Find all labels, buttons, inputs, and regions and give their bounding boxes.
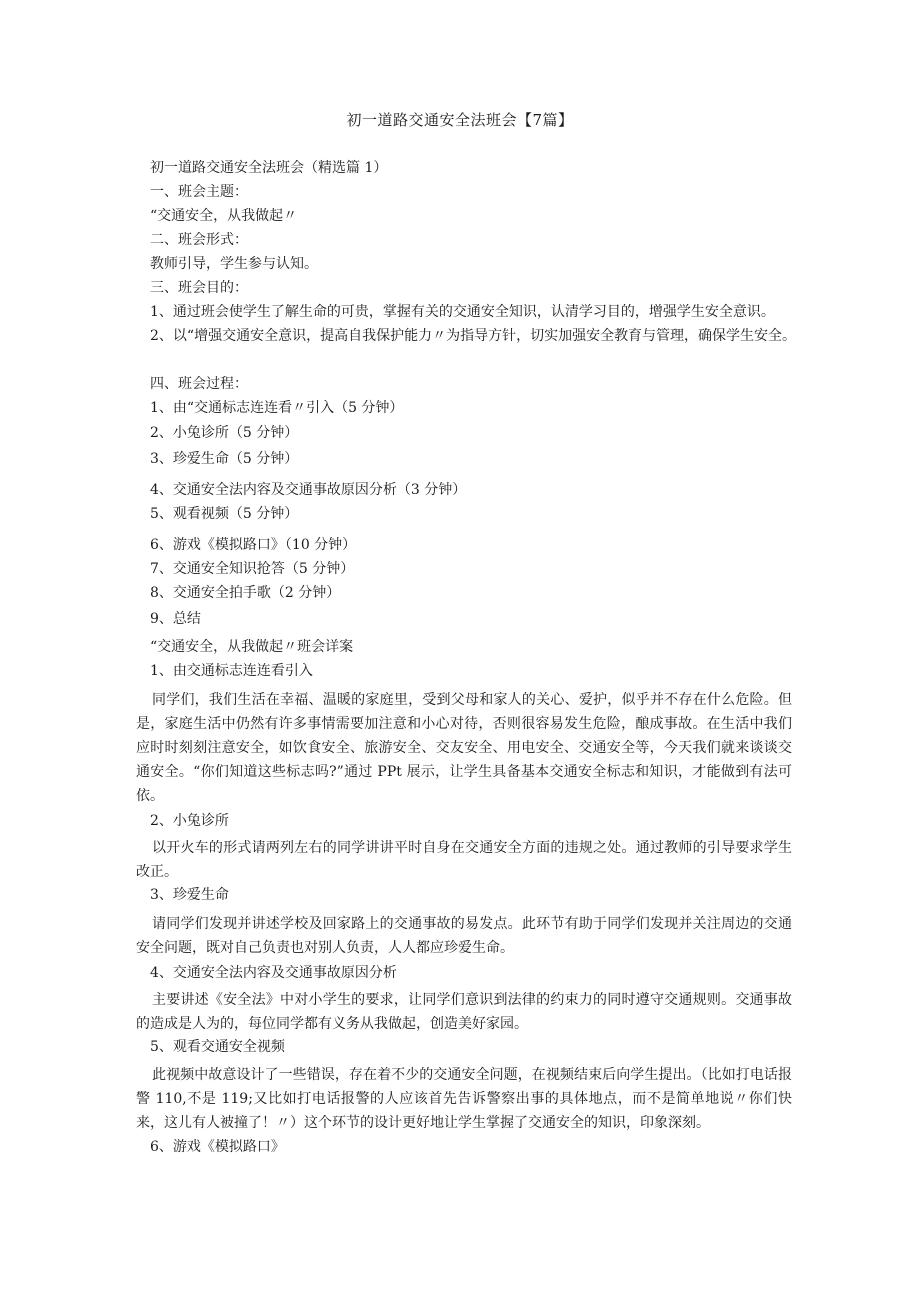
detail-text-3: 请同学们发现并讲述学校及回家路上的交通事故的易发点。此环节有助于同学们发现并关注周边的交通安全问题，既对自己负责也对别人负责，人人都应珍爱生命。 bbox=[136, 916, 792, 956]
document-subtitle: 初一道路交通安全法班会（精选篇 1） bbox=[150, 160, 388, 176]
process-step: 9、总结 bbox=[150, 611, 201, 627]
process-step: 4、交通安全法内容及交通事故原因分析（3 分钟） bbox=[150, 482, 467, 498]
detail-heading-5: 5、观看交通安全视频 bbox=[150, 1039, 285, 1055]
detail-text-1: 同学们，我们生活在幸福、温暖的家庭里，受到父母和家人的关心、爱护，似乎并不存在什么危险。但是，家庭生活中仍然有许多事情需要加注意和小心对待，否则很容易发生危险，酿成事故。在生活中我们应时时刻刻注意安全，如饮食安全、旅游安全、交友安全、用电安全、交通安全等，今天我们就来谈谈交通安全。“你们知道这些标志吗?”通过 PPt 展示，让学生具备基本交通安全标志和知识，才能做到有法可依。 bbox=[136, 692, 792, 804]
process-step: 7、交通安全知识抢答（5 分钟） bbox=[150, 561, 355, 577]
process-step: 6、游戏《模拟路口》（10 分钟） bbox=[150, 537, 357, 553]
process-step: 1、由“交通标志连连看〃引入（5 分钟） bbox=[150, 400, 404, 416]
detail-heading-3: 3、珍爱生命 bbox=[150, 887, 229, 903]
document-title: 初一道路交通安全法班会【7篇】 bbox=[346, 111, 574, 129]
form-text: 教师引导，学生参与认知。 bbox=[150, 256, 318, 272]
purpose-item-1: 1、通过班会使学生了解生命的可贵，掌握有关的交通安全知识，认清学习目的，增强学生安全意识。 bbox=[150, 304, 775, 320]
theme-text: “交通安全，从我做起〃 bbox=[150, 208, 298, 224]
detail-heading-1: 1、由交通标志连连看引入 bbox=[150, 663, 313, 679]
detail-heading-2: 2、小兔诊所 bbox=[150, 813, 229, 829]
process-step: 5、观看视频（5 分钟） bbox=[150, 506, 299, 522]
detail-text-5: 此视频中故意设计了一些错误，存在着不少的交通安全问题，在视频结束后向学生提出。（比如打电话报警 110,不是 119;又比如打电话报警的人应该首先告诉警察出事的具体地点，而不是简单地说〃你们快来，这儿有人被撞了！〃）这个环节的设计更好地让学生掌握了交通安全的知识，印象深刻。 bbox=[136, 1067, 792, 1131]
detail-heading-4: 4、交通安全法内容及交通事故原因分析 bbox=[150, 965, 397, 981]
section-heading-theme: 一、班会主题： bbox=[150, 184, 248, 200]
detail-heading-6: 6、游戏《模拟路口》 bbox=[150, 1139, 285, 1155]
section-heading-form: 二、班会形式： bbox=[150, 232, 248, 248]
section-heading-process: 四、班会过程： bbox=[150, 376, 248, 392]
section-heading-purpose: 三、班会目的： bbox=[150, 280, 248, 296]
process-step: 8、交通安全拍手歌（2 分钟） bbox=[150, 585, 341, 601]
process-step: 3、珍爱生命（5 分钟） bbox=[150, 451, 299, 467]
process-step: 2、小兔诊所（5 分钟） bbox=[150, 425, 299, 441]
detailed-plan-title: “交通安全，从我做起〃班会详案 bbox=[150, 639, 354, 655]
detail-text-4: 主要讲述《安全法》中对小学生的要求，让同学们意识到法律的约束力的同时遵守交通规则。交通事故的造成是人为的，每位同学都有义务从我做起，创造美好家园。 bbox=[136, 992, 792, 1032]
detail-text-2: 以开火车的形式请两列左右的同学讲讲平时自身在交通安全方面的违规之处。通过教师的引导要求学生改正。 bbox=[136, 840, 792, 880]
purpose-item-2: 2、以“增强交通安全意识，提高自我保护能力〃为指导方针，切实加强安全教育与管理，确保学生安全。 bbox=[150, 328, 797, 344]
